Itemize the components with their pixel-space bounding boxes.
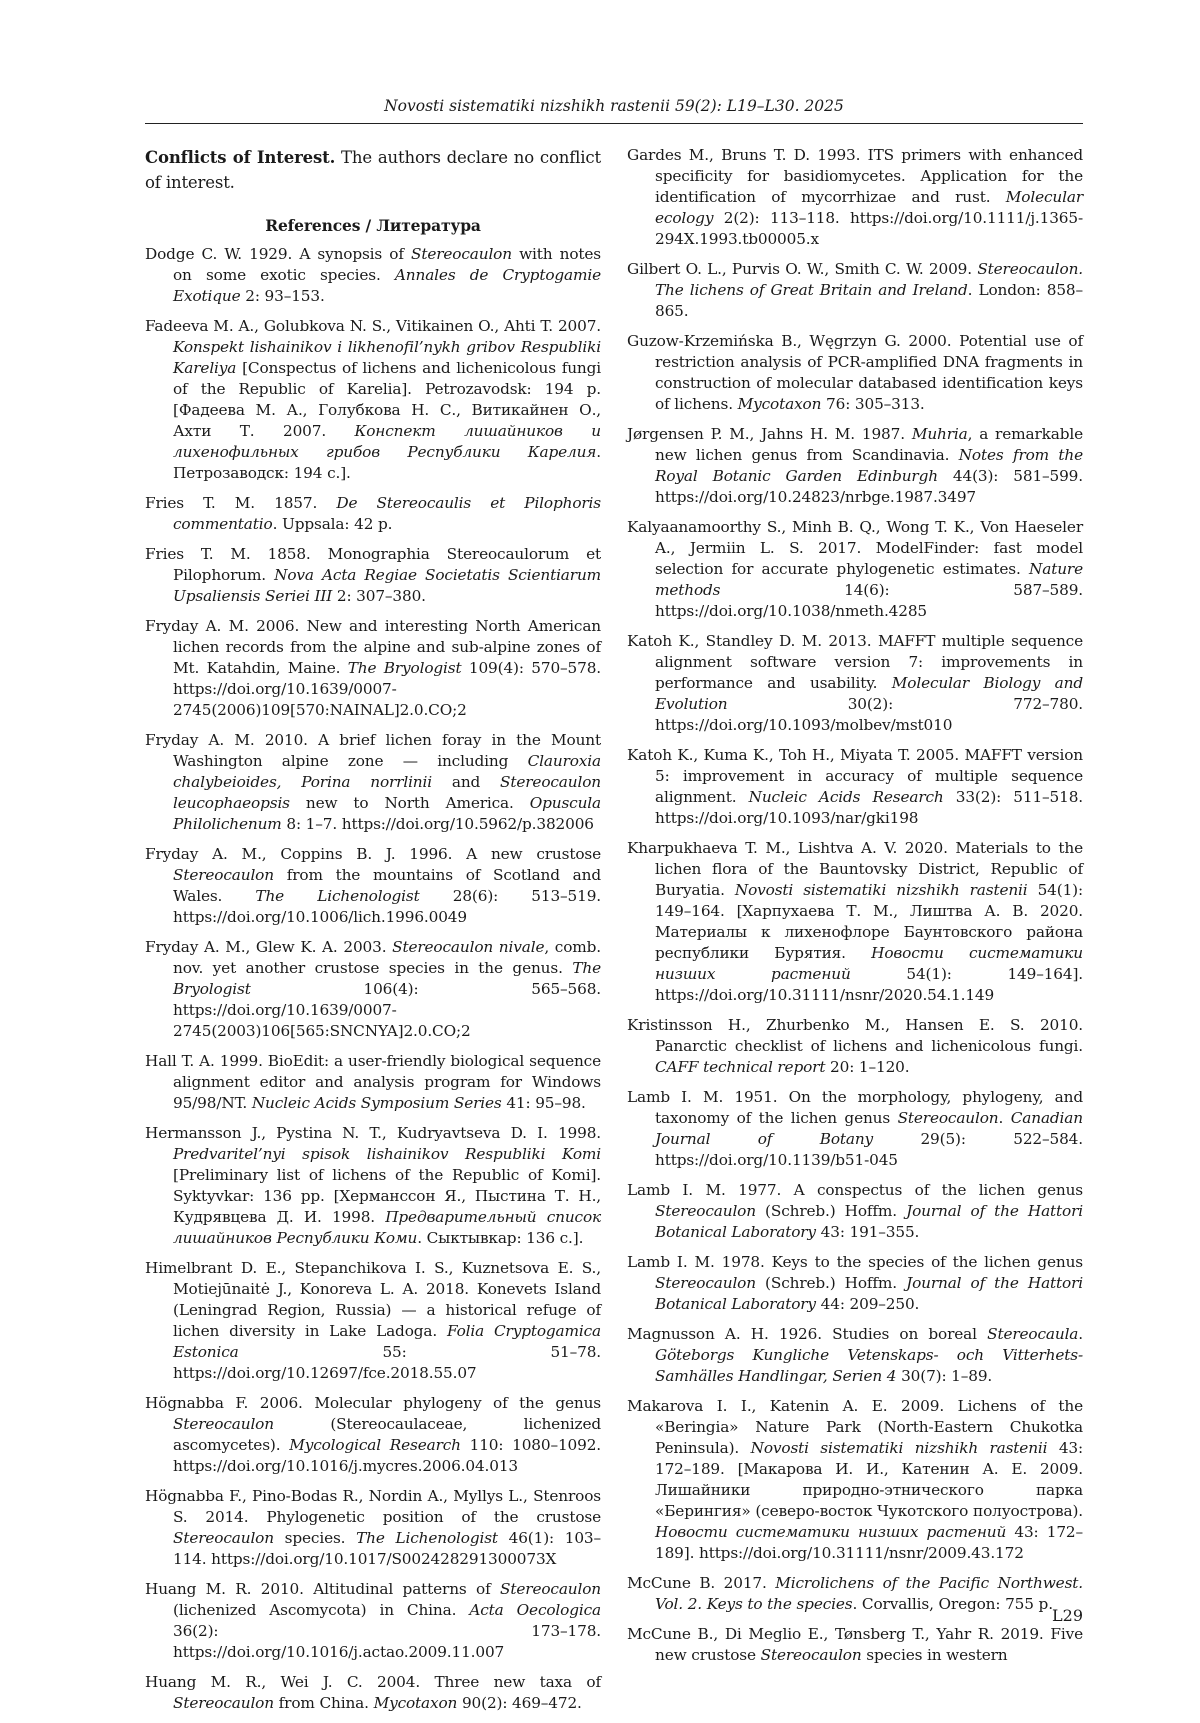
right-column: [627, 145, 1083, 1675]
reference-text: from the mountains of Scotland and Wales.: [173, 866, 601, 905]
reference-entry: [627, 1015, 1083, 1078]
reference-text: 30(2): 772–780. https://doi.org/10.1093/molbev/mst010: [655, 695, 1083, 734]
reference-entry: [627, 838, 1083, 1006]
reference-entry: [145, 844, 601, 928]
reference-text: 54(1): 149–164. [Харпухаева Т. М., Лиштва А. В. 2020. Материалы к лихенофлоре Баунтовского района республики Бурятия.: [655, 881, 1083, 962]
reference-entry: [145, 937, 601, 1042]
reference-text: [Conspectus of lichens and lichenicolous fungi of the Republic of Karelia]. Petrozavodsk: 194 p. [Фадеева М. А., Голубкова Н. С., Витикайнен О., Ахти Т. 2007.: [173, 359, 601, 440]
reference-italic: Новости систематики низших растений: [655, 944, 1083, 983]
reference-text: Fadeeva M. A., Golubkova N. S., Vitikainen O., Ahti T. 2007.: [145, 317, 601, 335]
reference-text: Lamb I. M. 1978. Keys to the species of the lichen genus: [627, 1253, 1083, 1271]
reference-text: species in western: [861, 1646, 1008, 1664]
reference-italic: Folia Cryptogamica Estonica: [173, 1322, 602, 1361]
reference-italic: Novosti sistematiki nizshikh rastenii: [734, 881, 1028, 899]
reference-list-left: [145, 244, 601, 1714]
reference-entry: [627, 1396, 1083, 1564]
reference-text: Huang M. R. 2010. Altitudinal patterns of: [145, 1580, 501, 1598]
reference-entry: [145, 244, 601, 307]
running-header: Novosti sistematiki nizshikh rastenii 59(2): L19–L30. 2025: [384, 97, 844, 115]
reference-italic: The Lichenologist: [255, 887, 420, 905]
reference-italic: Nature methods: [655, 560, 1083, 599]
reference-text: Lamb I. M. 1951. On the morphology, phylogeny, and taxonomy of the lichen genus: [627, 1088, 1083, 1127]
conflicts-of-interest: [145, 145, 601, 195]
reference-text: 106(4): 565–568. https://doi.org/10.1639/0007-2745(2003)106[565:SNCNYA]2.0.CO;2: [173, 980, 601, 1040]
reference-text: [Preliminary list of lichens of the Republic of Komi]. Syktyvkar: 136 pp. [Херманссон Я., Пыстина Т. Н., Кудрявцева Д. И. 1998.: [173, 1166, 601, 1226]
reference-entry: [145, 616, 601, 721]
reference-text: 2: 307–380.: [332, 587, 426, 605]
reference-text: Huang M. R., Wei J. C. 2004. Three new taxa of: [145, 1673, 601, 1691]
reference-text: . Uppsala: 42 p.: [272, 515, 393, 533]
reference-text: Fries T. M. 1858. Monographia Stereocaulorum et Pilophorum.: [145, 545, 601, 584]
reference-text: 109(4): 570–578. https://doi.org/10.1639/0007-2745(2006)109[570:NAINAL]2.0.CO;2: [173, 659, 601, 719]
reference-text: McCune B., Di Meglio E., Tønsberg T., Yahr R. 2019. Five new crustose: [627, 1625, 1083, 1664]
reference-italic: Novosti sistematiki nizshikh rastenii: [750, 1439, 1048, 1457]
header-rule: [145, 123, 1083, 124]
reference-text: McCune B. 2017.: [627, 1574, 776, 1592]
reference-text: 14(6): 587–589. https://doi.org/10.1038/nmeth.4285: [655, 581, 1083, 620]
reference-entry: [145, 1579, 601, 1663]
reference-italic: Journal of the Hattori Botanical Laboratory: [655, 1202, 1083, 1241]
references-heading: References / Литература: [265, 216, 481, 235]
reference-text: Makarova I. I., Katenin A. E. 2009. Lichens of the «Beringia» Nature Park (North-Eastern Chukotka Peninsula).: [627, 1397, 1083, 1457]
reference-italic: Stereocaulon: [655, 1274, 756, 1292]
reference-entry: [145, 1393, 601, 1477]
reference-italic: Stereocaulon: [655, 1202, 756, 1220]
reference-text: Fryday A. M., Glew K. A. 2003.: [145, 938, 393, 956]
conflicts-label: Conflicts of Interest.: [145, 148, 336, 167]
reference-italic: The Lichenologist: [356, 1529, 498, 1547]
reference-italic: Stereocaulon nivale: [392, 938, 545, 956]
reference-italic: Новости систематики низших растений: [655, 1523, 1007, 1541]
reference-italic: Clauroxia chalybeioides, Porina norrlinii: [173, 752, 601, 791]
reference-text: Katoh K., Kuma K., Toh H., Miyata T. 2005. MAFFT version 5: improvement in accuracy of multiple sequence alignment.: [627, 746, 1083, 806]
reference-text: and: [432, 773, 501, 791]
reference-entry: [627, 1324, 1083, 1387]
reference-entry: [627, 1624, 1083, 1666]
reference-text: 30(7): 1–89.: [896, 1367, 993, 1385]
reference-text: . Corvallis, Oregon: 755 p.: [852, 1595, 1053, 1613]
reference-text: new to North America.: [289, 794, 530, 812]
reference-italic: Stereocaulon: [173, 866, 274, 884]
reference-italic: Stereocaulon leucophaeopsis: [173, 773, 601, 812]
reference-italic: Mycotaxon: [737, 395, 822, 413]
reference-entry: [145, 544, 601, 607]
reference-italic: Notes from the Royal Botanic Garden Edinburgh: [655, 446, 1083, 485]
reference-italic: Annales de Cryptogamie Exotique: [173, 266, 601, 305]
reference-italic: Nucleic Acids Research: [748, 788, 944, 806]
reference-entry: [145, 1486, 601, 1570]
reference-italic: Nucleic Acids Symposium Series: [251, 1094, 502, 1112]
reference-entry: [627, 745, 1083, 829]
reference-italic: Canadian Journal of Botany: [655, 1109, 1083, 1148]
reference-text: Himelbrant D. E., Stepanchikova I. S., Kuznetsova E. S., Motiejūnaitė J., Konoreva L. A. 2018. Konevets Island (Leningrad Region, Russia) — a historical refuge of lichen diversity in Lake Ladoga.: [145, 1259, 601, 1340]
reference-italic: Nova Acta Regiae Societatis Scientiarum Upsaliensis Seriei III: [173, 566, 601, 605]
reference-italic: CAFF technical report: [655, 1058, 826, 1076]
reference-text: . London: 858–865.: [655, 281, 1083, 320]
reference-entry: [145, 1258, 601, 1384]
reference-text: Magnusson A. H. 1926. Studies on boreal: [627, 1325, 988, 1343]
reference-text: Fries T. M. 1857.: [145, 494, 337, 512]
reference-entry: [627, 517, 1083, 622]
reference-text: Hermansson J., Pystina N. T., Kudryavtseva D. I. 1998.: [145, 1124, 601, 1142]
reference-italic: Stereocaulon: [411, 245, 512, 263]
reference-italic: Acta Oecologica: [469, 1601, 601, 1619]
reference-text: Högnabba F. 2006. Molecular phylogeny of the genus: [145, 1394, 601, 1412]
conflicts-text: The authors declare no conflict of interest.: [145, 148, 602, 192]
reference-text: 29(5): 522–584. https://doi.org/10.1139/b51-045: [655, 1130, 1083, 1169]
reference-italic: Göteborgs Kungliche Vetenskaps- och Vitterhets-Samhälles Handlingar, Serien 4: [655, 1346, 1083, 1385]
reference-text: 44(3): 581–599. https://doi.org/10.24823/nrbge.1987.3497: [655, 467, 1083, 506]
reference-text: Dodge C. W. 1929. A synopsis of: [145, 245, 411, 263]
reference-text: 43: 191–355.: [815, 1223, 920, 1241]
reference-text: Fryday A. M., Coppins B. J. 1996. A new crustose: [145, 845, 601, 863]
reference-text: 46(1): 103–114. https://doi.org/10.1017/S002428291300073X: [173, 1529, 601, 1568]
reference-entry: [627, 424, 1083, 508]
reference-italic: Konspekt lishainikov i likhenofil’nykh gribov Respubliki Kareliya: [173, 338, 601, 377]
reference-text: 90(2): 469–472.: [457, 1694, 582, 1712]
reference-text: 33(2): 511–518. https://doi.org/10.1093/nar/gki198: [655, 788, 1083, 827]
reference-text: Kristinsson H., Zhurbenko M., Hansen E. S. 2010. Panarctic checklist of lichens and lichenicolous fungi.: [627, 1016, 1083, 1055]
reference-text: 41: 95–98.: [501, 1094, 586, 1112]
reference-italic: The Bryologist: [173, 959, 601, 998]
reference-entry: [145, 1123, 601, 1249]
reference-text: Gardes M., Bruns T. D. 1993. ITS primers with enhanced specificity for basidiomycetes. Application for the identification of mycorrhizae and rust.: [627, 146, 1083, 206]
reference-entry: [627, 631, 1083, 736]
reference-entry: [145, 493, 601, 535]
reference-text: 55: 51–78. https://doi.org/10.12697/fce.2018.55.07: [173, 1343, 601, 1382]
reference-text: Högnabba F., Pino-Bodas R., Nordin A., Myllys L., Stenroos S. 2014. Phylogenetic position of the crustose: [145, 1487, 601, 1526]
reference-text: (lichenized Ascomycota) in China.: [173, 1601, 470, 1619]
reference-text: 76: 305–313.: [821, 395, 925, 413]
reference-text: , comb. nov. yet another crustose species in the genus.: [173, 938, 601, 977]
reference-entry: [145, 1051, 601, 1114]
reference-text: 20: 1–120.: [825, 1058, 910, 1076]
reference-text: Guzow-Krzemińska B., Węgrzyn G. 2000. Potential use of restriction analysis of PCR-amplified DNA fragments in construction of molecular databased identification keys of lichens.: [627, 332, 1083, 413]
reference-entry: [627, 259, 1083, 322]
reference-italic: Предварительный список лишайников Республики Коми: [173, 1208, 601, 1247]
reference-text: 2(2): 113–118. https://doi.org/10.1111/j.1365-294X.1993.tb00005.x: [655, 209, 1083, 248]
reference-italic: The Bryologist: [347, 659, 462, 677]
reference-text: Kharpukhaeva T. M., Lishtva A. V. 2020. Materials to the lichen flora of the Bauntovsky District, Republic of Buryatia.: [627, 839, 1083, 899]
reference-text: 28(6): 513–519. https://doi.org/10.1006/lich.1996.0049: [173, 887, 601, 926]
reference-text: Kalyaanamoorthy S., Minh B. Q., Wong T. K., Von Haeseler A., Jermiin L. S. 2017. ModelFinder: fast model selection for accurate phylogenetic estimates.: [627, 518, 1083, 578]
reference-italic: Stereocaulon: [500, 1580, 601, 1598]
reference-italic: Opuscula Philolichenum: [173, 794, 601, 833]
reference-text: 8: 1–7. https://doi.org/10.5962/p.382006: [281, 815, 594, 833]
reference-text: 110: 1080–1092. https://doi.org/10.1016/j.mycres.2006.04.013: [173, 1436, 602, 1475]
reference-entry: [627, 1573, 1083, 1615]
reference-italic: Stereocaulon: [897, 1109, 999, 1127]
reference-italic: Molecular Biology and Evolution: [655, 674, 1084, 713]
reference-text: 36(2): 173–178. https://doi.org/10.1016/j.actao.2009.11.007: [173, 1622, 601, 1661]
reference-text: , a remarkable new lichen genus from Scandinavia.: [655, 425, 1083, 464]
reference-text: Fryday A. M. 2006. New and interesting North American lichen records from the alpine and sub-alpine zones of Mt. Katahdin, Maine.: [145, 617, 601, 677]
reference-italic: Mycotaxon: [373, 1694, 458, 1712]
reference-text: . Сыктывкар: 136 с.].: [417, 1229, 584, 1247]
reference-italic: Stereocaulon: [760, 1646, 862, 1664]
reference-italic: Molecular ecology: [655, 188, 1083, 227]
reference-text: Katoh K., Standley D. M. 2013. MAFFT multiple sequence alignment software version 7: improvements in performance and usability.: [627, 632, 1083, 692]
left-column: [145, 145, 601, 1723]
reference-list-right: [627, 145, 1083, 1666]
reference-italic: Mycological Research: [289, 1436, 461, 1454]
reference-entry: [627, 1180, 1083, 1243]
reference-text: with notes on some exotic species.: [173, 245, 601, 284]
reference-italic: Stereocaulon: [173, 1415, 274, 1433]
reference-italic: Stereocaulon: [173, 1694, 274, 1712]
reference-text: Hall T. A. 1999. BioEdit: a user-friendly biological sequence alignment editor and analysis program for Windows 95/98/NT.: [145, 1052, 601, 1112]
reference-text: 43: 172–189. [Макарова И. И., Катенин А. Е. 2009. Лишайники природно-этнического парка «Берингия» (северо-восток Чукотского полуострова).: [655, 1439, 1083, 1520]
reference-italic: Muhria: [911, 425, 968, 443]
reference-italic: Journal of the Hattori Botanical Laboratory: [655, 1274, 1083, 1313]
reference-text: Lamb I. M. 1977. A conspectus of the lichen genus: [627, 1181, 1083, 1199]
reference-text: . Петрозаводск: 194 с.].: [173, 443, 601, 482]
reference-italic: Predvaritel’nyi spisok lishainikov Respubliki Komi: [173, 1145, 601, 1163]
reference-text: Gilbert O. L., Purvis O. W., Smith C. W. 2009.: [627, 260, 978, 278]
reference-text: 44: 209–250.: [815, 1295, 920, 1313]
reference-text: Jørgensen P. M., Jahns H. M. 1987.: [627, 425, 912, 443]
reference-text: from China.: [273, 1694, 374, 1712]
reference-entry: [145, 316, 601, 484]
reference-entry: [627, 331, 1083, 415]
reference-text: (Schreb.) Hoffm.: [755, 1202, 907, 1220]
reference-italic: Stereocaulon. The lichens of Great Britain and Ireland: [655, 260, 1083, 299]
reference-text: (Stereocaulaceae, lichenized ascomycetes).: [173, 1415, 601, 1454]
reference-italic: Stereocaula: [987, 1325, 1079, 1343]
reference-entry: [627, 1252, 1083, 1315]
reference-text: 54(1): 149–164]. https://doi.org/10.31111/nsnr/2020.54.1.149: [655, 965, 1083, 1004]
page-number: L29: [1052, 1606, 1083, 1625]
reference-text: (Schreb.) Hoffm.: [755, 1274, 907, 1292]
reference-entry: [627, 1087, 1083, 1171]
reference-italic: Microlichens of the Pacific Northwest. Vol. 2. Keys to the species: [655, 1574, 1083, 1613]
reference-text: Fryday A. M. 2010. A brief lichen foray in the Mount Washington alpine zone — including: [145, 731, 601, 770]
reference-text: 2: 93–153.: [240, 287, 325, 305]
reference-text: .: [998, 1109, 1011, 1127]
reference-text: .: [1078, 1325, 1083, 1343]
reference-italic: De Stereocaulis et Pilophoris commentatio: [173, 494, 601, 533]
reference-entry: [145, 730, 601, 835]
reference-italic: Stereocaulon: [173, 1529, 274, 1547]
reference-text: 43: 172–189]. https://doi.org/10.31111/nsnr/2009.43.172: [655, 1523, 1084, 1562]
reference-entry: [145, 1672, 601, 1714]
reference-entry: [627, 145, 1083, 250]
reference-italic: Конспект лишайников и лихенофильных грибов Республики Карелия: [173, 422, 601, 461]
reference-text: species.: [273, 1529, 357, 1547]
